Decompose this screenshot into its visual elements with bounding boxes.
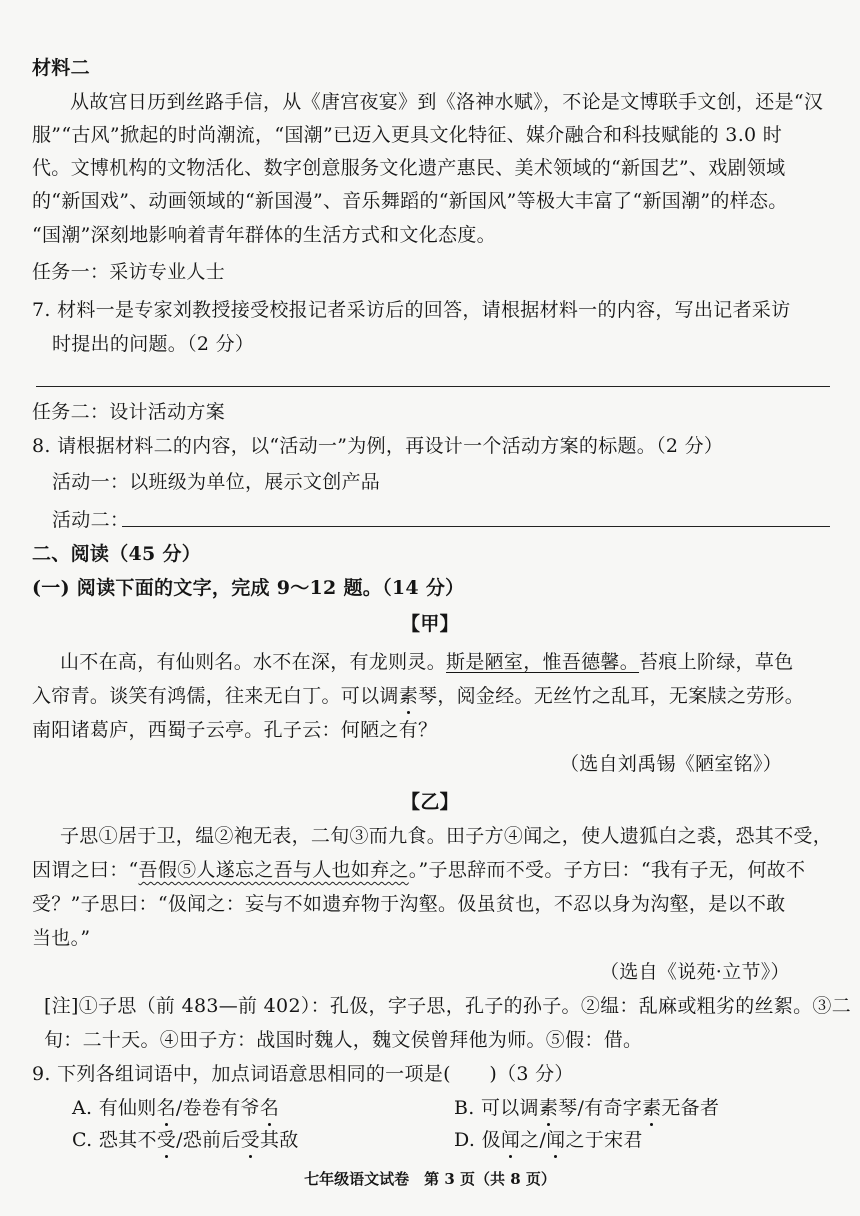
question-7-line-1: 7. 材料一是专家刘教授接受校报记者采访后的回答，请根据材料一的内容，写出记者采访: [32, 299, 791, 321]
activity-2-label: 活动二：: [52, 509, 130, 531]
section-2-title: 二、阅读（45 分）: [32, 543, 202, 565]
underlined-sentence: 斯是陋室，惟吾德馨。: [446, 651, 640, 673]
activity-1: 活动一：以班级为单位，展示文创产品: [52, 471, 381, 493]
passage-jia-line-1: 山不在高，有仙则名。水不在深，有龙则灵。斯是陋室，惟吾德馨。苔痕上阶绿，草色: [60, 651, 794, 673]
answer-line-q7[interactable]: [36, 386, 830, 387]
material2-line-1: 从故宫日历到丝路手信，从《唐宫夜宴》到《洛神水赋》，不论是文博联手文创，还是“汉: [70, 91, 824, 113]
reading-part-1-title: (一) 阅读下面的文字，完成 9～12 题。（14 分）: [32, 577, 465, 599]
material2-line-5: “国潮”深刻地影响着青年群体的生活方式和文化态度。: [32, 224, 496, 246]
question-7-line-2: 时提出的问题。（2 分）: [52, 333, 255, 355]
material2-line-4: 的“新国戏”、动画领域的“新国漫”、音乐舞蹈的“新国风”等极大丰富了“新国潮”的样态。: [32, 190, 788, 212]
passage-yi-line-3: 受？”子思曰：“伋闻之：妄与不如遗弃物于沟壑。伋虽贫也，不忍以身为沟壑，是以不敢: [32, 893, 786, 915]
page-footer: 七年级语文试卷 第 3 页（共 8 页）: [304, 1170, 556, 1188]
wavy-underlined-sentence: 吾假⑤人遂忘之吾与人也如弃之: [138, 859, 409, 881]
annotation-line-2: 旬：二十天。④田子方：战国时魏人，魏文侯曾拜他为师。⑤假：借。: [44, 1029, 643, 1051]
question-9-stem: 9. 下列各组词语中，加点词语意思相同的一项是( )（3 分）: [32, 1063, 574, 1085]
material2-line-2: 服”“古风”掀起的时尚潮流，“国潮”已迈入更具文化特征、媒介融合和科技赋能的 3.0 时: [32, 124, 783, 146]
annotation-line-1: [注]①子思（前 483—前 402）：孔伋，字子思，孔子的孙子。②缊：乱麻或粗劣的丝絮。③二: [44, 995, 852, 1017]
option-d[interactable]: D. 伋闻之/闻之于宋君: [454, 1126, 643, 1154]
answer-line-activity-2[interactable]: [122, 526, 830, 527]
question-8: 8. 请根据材料二的内容，以“活动一”为例，再设计一个活动方案的标题。（2 分）: [32, 435, 724, 457]
task1-title: 任务一：采访专业人士: [32, 261, 226, 283]
passage-yi-source: （选自《说苑·立节》）: [600, 961, 790, 983]
passage-jia-label: 【甲】: [401, 613, 459, 635]
passage-yi-line-4: 当也。”: [32, 927, 91, 949]
dotted-char: 素: [399, 682, 418, 710]
material2-heading: 材料二: [32, 57, 90, 79]
task2-title: 任务二：设计活动方案: [32, 401, 226, 423]
passage-jia-source: （选自刘禹锡《陋室铭》）: [560, 753, 783, 775]
option-c[interactable]: C. 恐其不受/恐前后受其敌: [72, 1126, 299, 1154]
material2-line-3: 代。文博机构的文物活化、数字创意服务文化遗产惠民、美术领域的“新国艺”、戏剧领域: [32, 157, 786, 179]
option-a[interactable]: A. 有仙则名/卷卷有爷名: [72, 1094, 279, 1122]
option-b[interactable]: B. 可以调素琴/有奇字素无备者: [454, 1094, 719, 1122]
passage-jia-line-3: 南阳诸葛庐，西蜀子云亭。孔子云：何陋之有？: [32, 719, 438, 741]
passage-jia-line-2: 入帘青。谈笑有鸿儒，往来无白丁。可以调素琴，阅金经。无丝竹之乱耳，无案牍之劳形。: [32, 682, 804, 710]
passage-yi-label: 【乙】: [401, 791, 459, 813]
passage-yi-line-2: 因谓之曰：“吾假⑤人遂忘之吾与人也如弃之。”子思辞而不受。子方曰：“我有子无，何故不: [32, 859, 806, 881]
passage-yi-line-1: 子思①居于卫，缊②袍无表，二旬③而九食。田子方④闻之，使人遗狐白之裘，恐其不受，: [60, 825, 833, 847]
